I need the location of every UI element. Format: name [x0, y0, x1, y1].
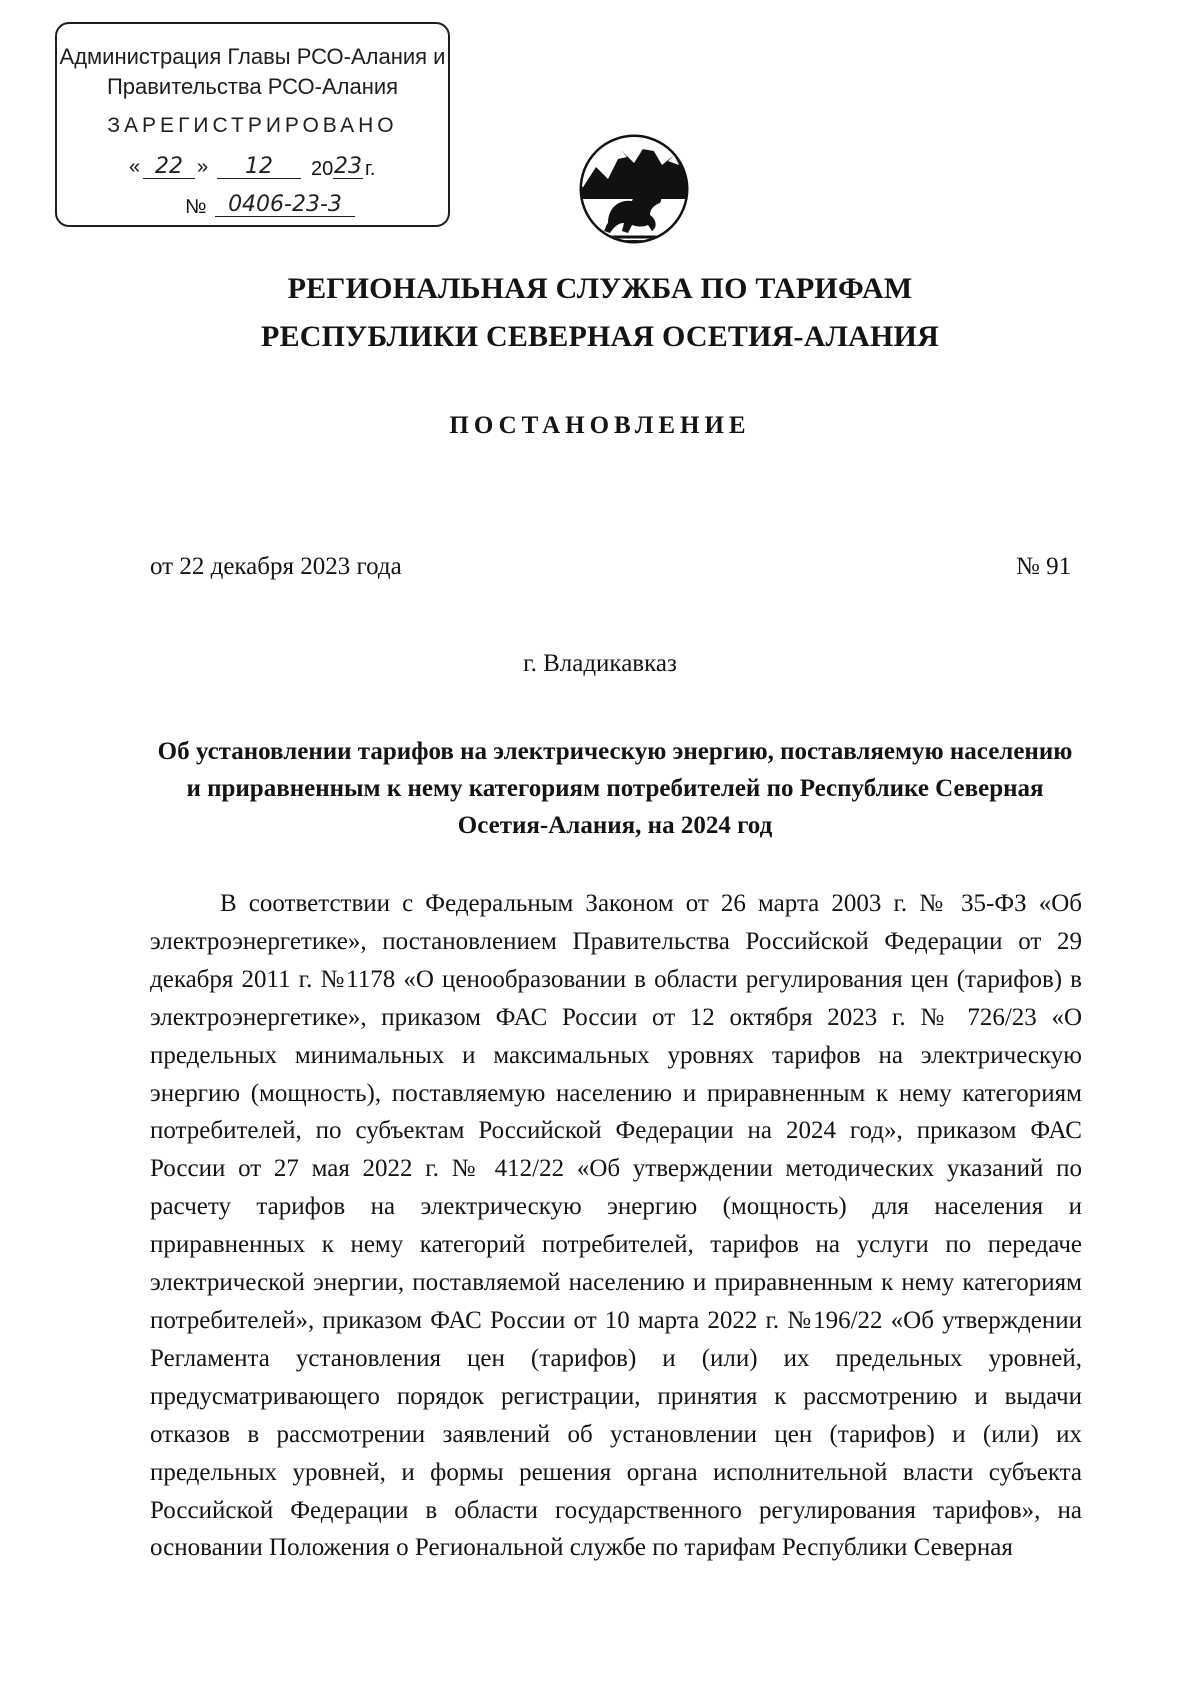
- organization-name-line-1: РЕГИОНАЛЬНАЯ СЛУЖБА ПО ТАРИФАМ: [287, 272, 913, 305]
- stamp-month: 12: [217, 154, 301, 179]
- stamp-registered-label: ЗАРЕГИСТРИРОВАНО: [107, 114, 398, 137]
- stamp-year-abbr: г.: [365, 158, 376, 180]
- stamp-quote-open: «: [129, 156, 141, 178]
- stamp-number-label: №: [185, 196, 207, 218]
- coat-of-arms-icon: [578, 133, 690, 245]
- document-date: от 22 декабря 2023 года: [150, 553, 402, 580]
- document-number: № 91: [1016, 553, 1072, 580]
- stamp-org-line-2: Правительства РСО-Алания: [106, 74, 399, 99]
- organization-name-line-2: РЕСПУБЛИКИ СЕВЕРНАЯ ОСЕТИЯ-АЛАНИЯ: [261, 320, 939, 353]
- stamp-org-line-1: Администрация Главы РСО-Алания и: [59, 44, 446, 69]
- stamp-day: 22: [143, 154, 195, 179]
- stamp-date: [57, 154, 448, 184]
- stamp-quote-close: »: [197, 156, 209, 178]
- stamp-number-row: [185, 192, 445, 224]
- document-title: Об установлении тарифов на электрическую энергию, поставляемую населению и приравненным к нему категориям потребителей по Республике Северная Осетия-Алания, на 2024 год: [157, 738, 1073, 839]
- stamp-year-prefix: 20: [311, 158, 334, 180]
- body-paragraph: В соответствии с Федеральным Законом от 26 марта 2003 г. № 35-ФЗ «Об электроэнергетике», постановлением Правительства Российской Федерации от 29 декабря 2011 г. №1178 «О ценообразовании в области регулирования цен (тарифов) в электроэнергетике», приказом ФАС России от 12 октября 2023 г. № 726/23 «О предельных минимальных и максимальных уровнях тарифов на электрическую энергию (мощность), поставляемую населению и приравненным к нему категориям потребителей, по субъектам Российской Федерации на 2024 год», приказом ФАС России от 27 мая 2022 г. № 412/22 «Об утверждении методических указаний по расчету тарифов на электрическую энергию (мощность) для населения и приравненных к нему категорий потребителей, тарифов на услуги по передаче электрической энергии, поставляемой населению и приравненным к нему категориям потребителей», приказом ФАС России от 10 марта 2022 г. №196/22 «Об утверждении Регламента установления цен (тарифов) и (или) их предельных уровней, предусматривающего порядок регистрации, принятия к рассмотрению и выдачи отказов в рассмотрении заявлений об установлении цен (тарифов) и (или) их предельных уровней, и формы решения органа исполнительной власти субъекта Российской Федерации в области государственного регулирования тарифов», на основании Положения о Региональной службе по тарифам Республики Северная: [150, 890, 1082, 1562]
- stamp-number: 0406-23-3: [215, 192, 355, 217]
- document-type: ПОСТАНОВЛЕНИЕ: [449, 412, 751, 439]
- registration-stamp: [55, 22, 450, 227]
- document-city: г. Владикавказ: [523, 650, 677, 677]
- document-body: [150, 885, 1082, 1567]
- stamp-year-suffix: 23: [334, 154, 362, 179]
